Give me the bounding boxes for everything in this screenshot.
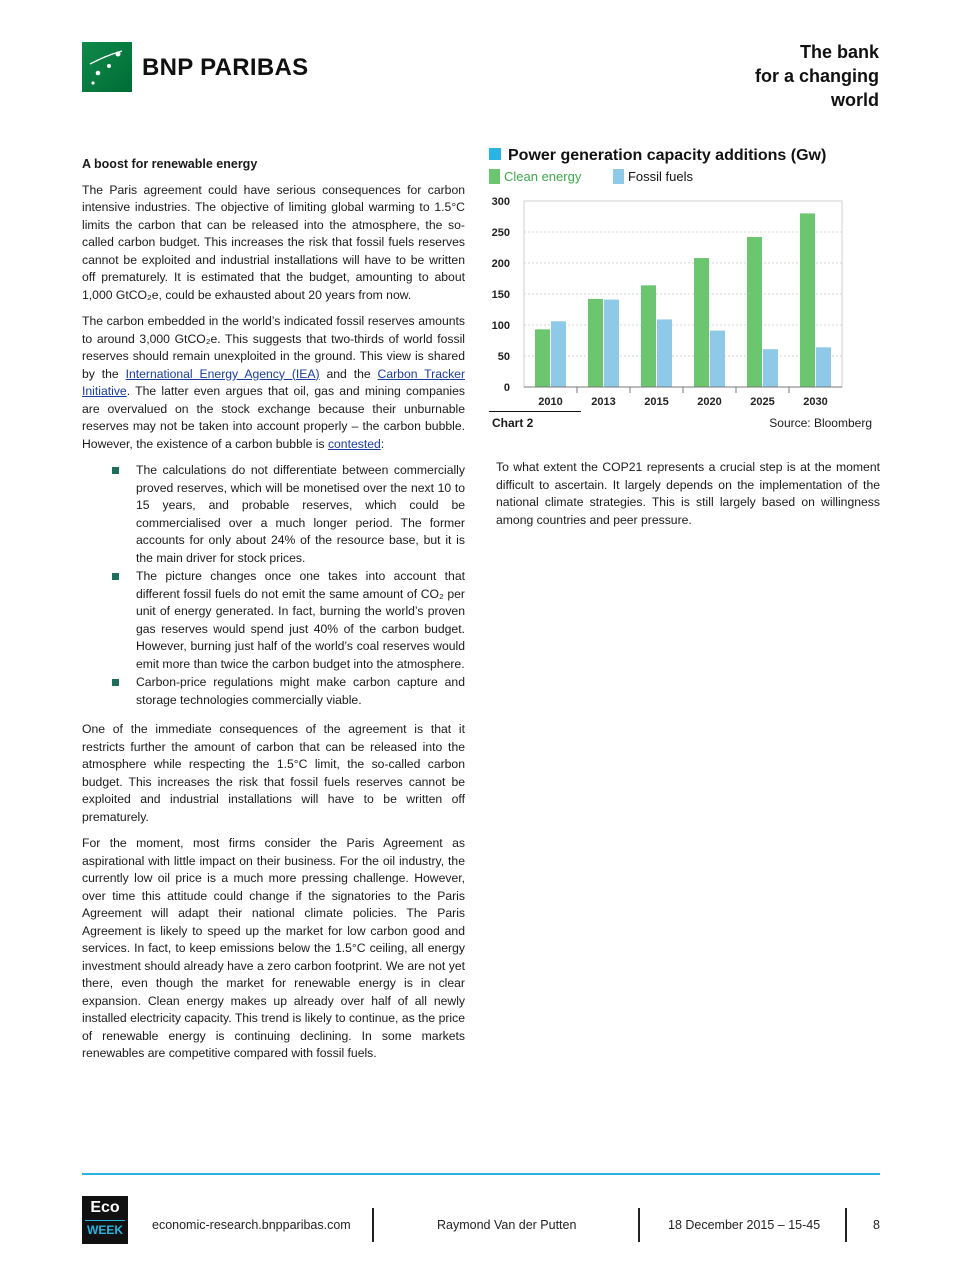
y-tick-label: 150 — [491, 289, 510, 301]
bnp-logo-icon — [82, 42, 132, 92]
brand-name: BNP PARIBAS — [142, 54, 309, 81]
bullet-list — [82, 462, 465, 709]
section-heading: A boost for renewable energy — [82, 157, 258, 171]
footer-separator — [372, 1208, 374, 1242]
tagline-line-1: The bank — [799, 42, 879, 62]
bar-fossil-fuels-2013 — [604, 300, 619, 387]
legend-swatch-fossil — [613, 169, 624, 184]
y-tick-label: 0 — [503, 382, 510, 394]
x-tick-label: 2013 — [591, 396, 616, 408]
article-left-column — [82, 156, 465, 1072]
paragraph-2-text-a: The carbon embedded in the world’s indicated fossil reserves amounts to around 3,000 GtCO₂e. This suggests that two-thirds of world fossil reserves should remain unexploited in the ground. This view is shared by the — [82, 314, 465, 381]
paragraph-2-text-b: and the — [319, 366, 378, 381]
legend-swatch-clean — [489, 169, 500, 184]
footer-author: Raymond Van der Putten — [437, 1218, 577, 1232]
iea-link[interactable]: International Energy Agency (IEA) — [125, 366, 320, 381]
title-marker-icon — [489, 148, 501, 160]
paragraph-1: The Paris agreement could have serious consequences for carbon intensive industries. The objective of limiting global warming to 1.5°C limits the carbon that can be released into the atmosphere, the so-called carbon budget. This increases the risk that fossil fuels reserves cannot be exploited and industrial installations will have to be written off prematurely. It is estimated that the budget, amounting to about 1,000 GtCO₂e, could be exhausted about 20 years from now. — [82, 182, 465, 302]
paragraph-2 — [82, 313, 465, 453]
bar-fossil-fuels-2025 — [763, 349, 778, 387]
plot-frame — [524, 201, 842, 387]
chart-title — [489, 147, 826, 165]
carbon-tracker-link[interactable]: Carbon Tracker Initiative — [82, 366, 466, 398]
x-tick-label: 2010 — [538, 396, 563, 408]
paragraph-2-text-d: : — [380, 436, 385, 451]
footer-separator — [845, 1208, 847, 1242]
eco-logo-top: Eco — [90, 1199, 120, 1216]
bar-chart — [486, 190, 866, 412]
y-tick-label: 300 — [491, 196, 510, 208]
paragraph-4: For the moment, most firms consider the Paris Agreement as aspirational with little impact on their business. For the oil industry, the currently low oil price is a much more pressing challenge. However, over time this attitude could change if the signatories to the Paris Agreement will adapt their national climate policies. The Paris Agreement is likely to speed up the market for low carbon good and services. In fact, to keep emissions below the 1.5°C ceiling, all energy investment should already have a zero carbon footprint. We are not yet there, even though the market for renewable energy is in clear expansion. Clean energy makes up already over half of all newly installed electricity capacity. This trend is likely to continue, as the price of renewable energy is continuing declining. In some markets renewables are competitive compared with fossil fuels. — [82, 836, 465, 1060]
right-paragraph: To what extent the COP21 represents a crucial step is at the moment difficult to ascertain. It largely depends on the implementation of the national climate strategies. This is still largely based on willingness among countries and peer pressure. — [496, 460, 880, 527]
x-tick-label: 2025 — [750, 396, 775, 408]
footer-website[interactable]: economic-research.bnpparibas.com — [152, 1218, 351, 1232]
eco-week-logo — [82, 1196, 128, 1244]
y-tick-label: 50 — [497, 351, 510, 363]
bullet-text: Carbon-price regulations might make carbon capture and storage technologies commercially viable. — [136, 675, 465, 707]
footer-page-number: 8 — [873, 1218, 880, 1232]
footer-divider — [82, 1173, 880, 1175]
list-item — [82, 462, 465, 567]
list-item — [82, 568, 465, 673]
bullet-square-icon — [112, 573, 119, 580]
paragraph-2-text-c: . The latter even argues that oil, gas and mining companies are overvalued on the stock exchange because their unburnable reserves may not be taken into account properly – the carbon bubble. However, the existence of a carbon bubble is — [82, 384, 465, 451]
bar-fossil-fuels-2010 — [551, 321, 566, 387]
bullet-text: The picture changes once one takes into account that different fossil fuels do not emit the same amount of CO₂ per unit of energy generated. In fact, burning the world’s proven gas reserves would spend just 40% of the carbon budget. However, burning just half of the world’s coal reserves would emit more than twice the carbon budget into the atmosphere. — [136, 569, 465, 671]
bar-fossil-fuels-2030 — [816, 347, 831, 387]
y-tick-label: 200 — [491, 258, 510, 270]
bar-fossil-fuels-2015 — [657, 319, 672, 387]
bullet-square-icon — [112, 679, 119, 686]
chart-label-rule — [489, 411, 581, 413]
footer-date: 18 December 2015 – 15-45 — [668, 1218, 821, 1232]
bar-clean-energy-2010 — [535, 329, 550, 387]
tagline-line-3: world — [831, 90, 879, 110]
legend-label-clean: Clean energy — [504, 169, 582, 185]
legend-label-fossil: Fossil fuels — [627, 169, 693, 185]
chart-footer — [492, 416, 872, 430]
bar-fossil-fuels-2020 — [710, 331, 725, 387]
x-tick-label: 2030 — [803, 396, 828, 408]
bar-clean-energy-2030 — [800, 213, 815, 387]
y-tick-label: 100 — [491, 320, 510, 332]
bar-clean-energy-2025 — [747, 237, 762, 387]
bullet-square-icon — [112, 467, 119, 474]
tagline-line-2: for a changing — [754, 66, 879, 86]
bullet-text: The calculations do not differentiate between commercially proved reserves, which will be monetised over the next 10 to 15 years, and probable reserves, which could be commercialised over a much longer period. The former accounts for only about 24% of the resource base, but it is the main driver for stock prices. — [136, 463, 465, 565]
chart-title-text: Power generation capacity additions (Gw) — [508, 147, 827, 164]
chart-legend — [489, 168, 693, 184]
x-tick-label: 2020 — [697, 396, 722, 408]
y-tick-label: 250 — [491, 227, 510, 239]
chart-source: Source: Bloomberg — [769, 416, 872, 430]
list-item — [82, 674, 465, 709]
bar-clean-energy-2015 — [641, 285, 656, 387]
bar-clean-energy-2020 — [694, 258, 709, 387]
contested-link[interactable]: contested — [327, 436, 381, 451]
bar-clean-energy-2013 — [588, 299, 603, 387]
eco-logo-bottom: WEEK — [85, 1220, 125, 1239]
paragraph-3: One of the immediate consequences of the agreement is that it restricts further the amount of carbon that can be released into the atmosphere while respecting the 1.5°C limit, the so-called carbon budget. This increases the risk that fossil fuels reserves cannot be exploited and industrial installations will have to be written off prematurely. — [82, 722, 465, 824]
tagline — [755, 40, 879, 112]
x-tick-label: 2015 — [644, 396, 669, 408]
chart-label: Chart 2 — [492, 416, 534, 430]
footer-separator — [638, 1208, 640, 1242]
